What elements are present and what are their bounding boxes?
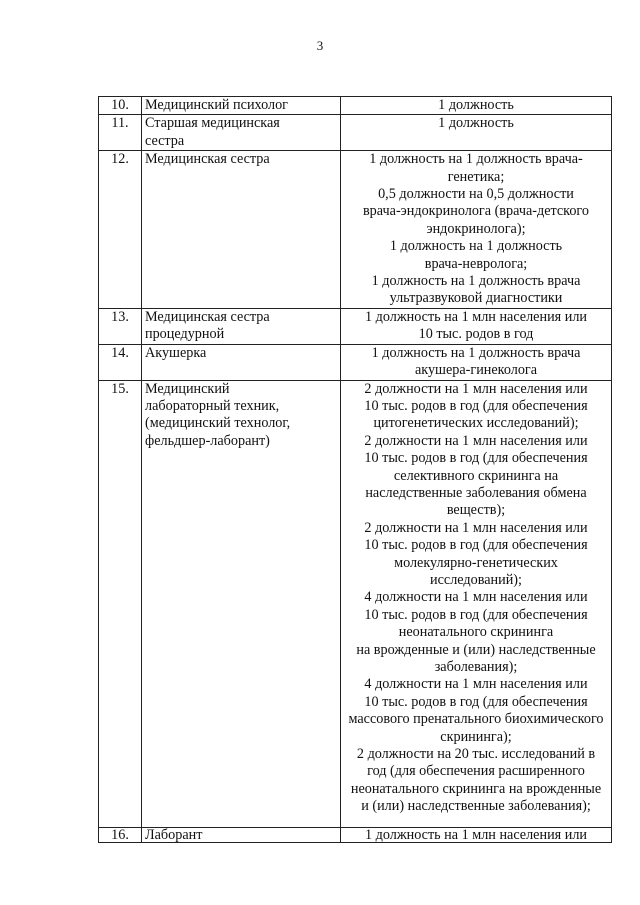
norm-cell (341, 115, 612, 151)
table-row (99, 308, 612, 344)
row-number: 15. (99, 380, 142, 827)
norm-line: 1 должность на 1 млн населения или (364, 308, 588, 325)
position-line: Лаборант (145, 827, 203, 842)
norm-line: и (или) наследственные заболевания); (361, 798, 591, 815)
table-row (99, 151, 612, 309)
position-cell (142, 827, 341, 842)
norm-cell (341, 380, 612, 827)
norm-line: 1 должность на 1 должность (389, 238, 563, 255)
norm-line: массового пренатального биохимического (348, 711, 604, 728)
norm-line: 1 должность (438, 115, 514, 132)
position-cell (142, 380, 341, 827)
norm-line: скрининга); (440, 728, 512, 745)
norm-line: 10 тыс. родов в год (для обеспечения (364, 397, 588, 414)
norm-line: акушера-гинеколога (414, 362, 538, 379)
table-row (99, 827, 612, 842)
row-number: 11. (99, 115, 142, 151)
position-line: сестра (145, 132, 185, 149)
table-row (99, 115, 612, 151)
position-line: Старшая медицинская (145, 115, 280, 132)
norm-line: 10 тыс. родов в год (для обеспечения (364, 450, 588, 467)
norm-line: 1 должность на 1 должность врача (371, 344, 581, 361)
norm-line: исследований); (430, 571, 522, 588)
position-cell (142, 97, 341, 115)
position-cell (142, 115, 341, 151)
norm-line: 2 должности на 1 млн населения или (364, 519, 588, 536)
position-line: лабораторный техник, (145, 397, 280, 414)
staffing-table (98, 96, 612, 843)
norm-cell (341, 151, 612, 309)
norm-line: 10 тыс. родов в год (для обеспечения (364, 606, 588, 623)
row-number: 14. (99, 344, 142, 380)
norm-line: 10 тыс. родов в год (для обеспечения (364, 537, 588, 554)
norm-line: 1 должность (438, 97, 514, 113)
table-row (99, 344, 612, 380)
position-cell (142, 344, 341, 380)
norm-cell (341, 344, 612, 380)
table-row (99, 380, 612, 827)
norm-line: 2 должности на 1 млн населения или (364, 380, 588, 397)
norm-line: 4 должности на 1 млн населения или (364, 676, 588, 693)
norm-cell (341, 97, 612, 115)
norm-line: 2 должности на 20 тыс. исследований в (356, 746, 596, 763)
norm-line: ультразвуковой диагностики (389, 290, 563, 307)
norm-line: генетика; (447, 168, 505, 185)
norm-line: 0,5 должности на 0,5 должности (378, 186, 574, 203)
norm-line: 2 должности на 1 млн населения или (364, 432, 588, 449)
page-number: 3 (316, 38, 324, 53)
position-line: процедурной (145, 326, 225, 343)
norm-line: молекулярно-генетических (394, 554, 558, 571)
row-number: 16. (99, 827, 142, 842)
norm-line: год (для обеспечения расширенного (367, 763, 585, 780)
norm-line: селективного скрининга на (393, 467, 559, 484)
norm-line: 4 должности на 1 млн населения или (364, 589, 588, 606)
norm-line: 10 тыс. родов в год (418, 326, 534, 343)
norm-line: эндокринолога); (426, 220, 526, 237)
norm-line: неонатального скрининга на врожденные (350, 780, 602, 797)
norm-line: 1 должность на 1 должность врача- (369, 151, 583, 168)
position-cell (142, 308, 341, 344)
norm-line: 10 тыс. родов в год (для обеспечения (364, 693, 588, 710)
norm-line: 1 должность на 1 млн населения или (364, 827, 588, 842)
staffing-table-body (99, 97, 612, 843)
norm-cell (341, 308, 612, 344)
row-number: 12. (99, 151, 142, 309)
norm-line: неонатального скрининга (398, 624, 554, 641)
position-cell (142, 151, 341, 309)
norm-line: врача-невролога; (424, 255, 528, 272)
row-number: 13. (99, 308, 142, 344)
norm-cell (341, 827, 612, 842)
position-line: фельдшер-лаборант) (145, 432, 270, 449)
norm-line: цитогенетических исследований); (373, 415, 579, 432)
row-number: 10. (99, 97, 142, 115)
position-line: (медицинский технолог, (145, 415, 291, 432)
position-line: Медицинский (145, 380, 230, 397)
position-line: Акушерка (145, 344, 207, 361)
norm-line: врача-эндокринолога (врача-детского (362, 203, 589, 220)
position-line: Медицинская сестра (145, 151, 270, 168)
norm-line: веществ); (446, 502, 506, 519)
norm-line: на врожденные и (или) наследственные (356, 641, 596, 658)
position-line: Медицинский психолог (145, 97, 288, 113)
norm-line: наследственные заболевания обмена (365, 484, 587, 501)
norm-line: 1 должность на 1 должность врача (371, 273, 581, 290)
table-row (99, 97, 612, 115)
norm-line: заболевания); (434, 659, 518, 675)
position-line: Медицинская сестра (145, 308, 270, 325)
